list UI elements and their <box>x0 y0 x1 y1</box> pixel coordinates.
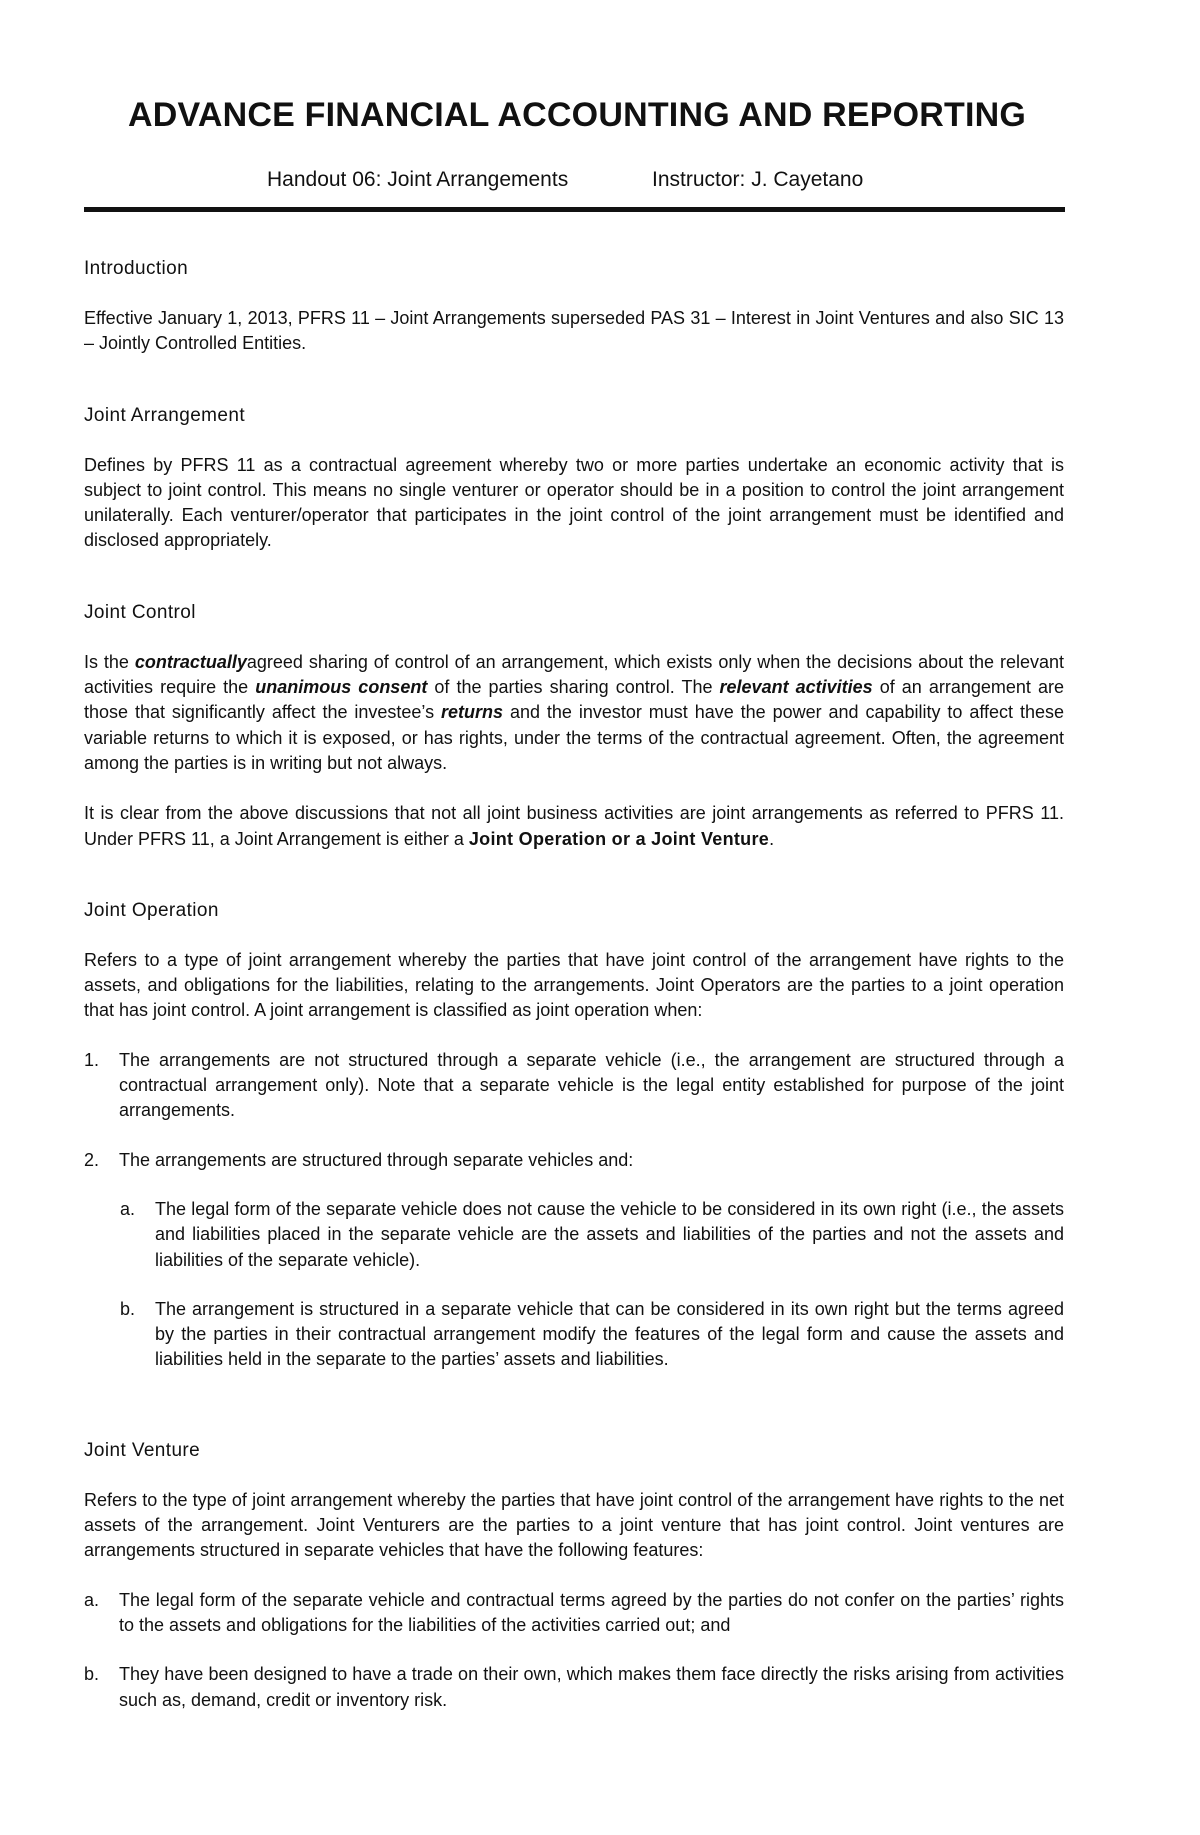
section-joint-control <box>84 600 1064 852</box>
emphasis: Joint Operation or a Joint Venture <box>468 828 770 849</box>
list-marker: a. <box>120 1198 136 1219</box>
text-run: agreed sharing of control of an arrangement, which exists only when the decisions about the relevant activities require the <box>84 651 1064 698</box>
list-item <box>84 1297 1064 1373</box>
text-run: Is the <box>84 651 135 672</box>
document-title: ADVANCE FINANCIAL ACCOUNTING AND REPORTING <box>128 96 1027 134</box>
list-marker: b. <box>84 1664 100 1685</box>
paragraph <box>84 650 1064 776</box>
emphasis: relevant activities <box>719 677 873 698</box>
section-heading: Introduction <box>84 258 189 279</box>
paragraph: Defines by PFRS 11 as a contractual agreement whereby two or more parties undertake an economic activity that is subject to joint control. This means no single venturer or operator should be in a position to control the joint arrangement unilaterally. Each venturer/operator that participates in the joint control of the joint arrangement must be identified and disclosed appropriately. <box>84 454 1064 551</box>
list-marker: 1. <box>84 1049 100 1070</box>
section-joint-arrangement <box>84 403 1064 554</box>
header-divider <box>84 207 1065 212</box>
text-run: of an arrangement are those that significantly affect the investee’s <box>84 677 1064 723</box>
list-item-text: The legal form of the separate vehicle and contractual terms agreed by the parties do not confer on the parties’ rights to the assets and obligations for the liabilities of the activities carried out; and <box>119 1589 1064 1635</box>
paragraph: Refers to the type of joint arrangement whereby the parties that have joint control of the arrangement have rights to the net assets of the arrangement. Joint Venturers are the parties to a joint venture that has joint control. Joint ventures are arrangements structured in separate vehicles that have the following features: <box>84 1489 1064 1561</box>
section-heading: Joint Operation <box>84 899 219 921</box>
list-item <box>84 1048 1064 1124</box>
list-item-text: The arrangements are not structured through a separate vehicle (i.e., the arrangement are structured through a contractual arrangement only). Note that a separate vehicle is the legal entity established for purpose of the joint arrangements. <box>119 1049 1064 1121</box>
list-marker: b. <box>120 1298 136 1319</box>
list-marker: a. <box>84 1589 100 1610</box>
document-body <box>84 256 1064 1759</box>
instructor-label: Instructor: J. Cayetano <box>652 168 864 191</box>
section-heading: Joint Control <box>84 601 196 623</box>
emphasis: returns <box>441 702 504 723</box>
list-item-text: The arrangement is structured in a separate vehicle that can be considered in its own right but the terms agreed by the parties in their contractual arrangement modify the features of the legal form and cause the assets and liabilities held in the separate to the parties’ assets and liabilities. <box>155 1298 1064 1370</box>
paragraph: Refers to a type of joint arrangement whereby the parties that have joint control of the arrangement have rights to the assets, and obligations for the liabilities, relating to the arrangements. Joint Operators are the parties to a joint operation that has joint control. A joint arrangement is classified as joint operation when: <box>84 949 1064 1021</box>
text-run: of the parties sharing control. The <box>427 677 720 698</box>
list-item <box>84 1588 1064 1639</box>
list-marker: 2. <box>84 1149 100 1170</box>
paragraph <box>84 801 1064 852</box>
lettered-list <box>84 1588 1064 1713</box>
section-heading: Joint Venture <box>84 1439 201 1461</box>
list-item-text: The arrangements are structured through separate vehicles and: <box>119 1149 634 1170</box>
emphasis: contractually <box>134 651 247 672</box>
list-item-text: They have been designed to have a trade on their own, which makes them face directly the risks arising from activities such as, demand, credit or inventory risk. <box>119 1664 1064 1710</box>
sub-list <box>84 1197 1064 1373</box>
section-introduction <box>84 256 1064 357</box>
numbered-list <box>84 1048 1064 1173</box>
emphasis: unanimous consent <box>255 677 428 698</box>
section-joint-venture <box>84 1438 1064 1713</box>
list-item <box>84 1148 1064 1173</box>
text-run: It is clear from the above discussions that not all joint business activities are joint arrangements as referred to PFRS 11. Under PFRS 11, a Joint Arrangement is either a <box>84 803 1064 849</box>
text-run: . <box>769 828 775 849</box>
text-run: and the investor must have the power and capability to affect these variable returns to which it is exposed, or has rights, under the terms of the contractual agreement. Often, the agreement among the parties is in writing but not always. <box>84 702 1065 773</box>
section-heading: Joint Arrangement <box>84 404 245 426</box>
list-item <box>84 1197 1064 1273</box>
handout-label: Handout 06: Joint Arrangements <box>267 168 569 191</box>
list-item <box>84 1662 1064 1713</box>
section-joint-operation <box>84 898 1064 1373</box>
paragraph: Effective January 1, 2013, PFRS 11 – Joint Arrangements superseded PAS 31 – Interest in Joint Ventures and also SIC 13 – Jointly Controlled Entities. <box>84 308 1064 354</box>
list-item-text: The legal form of the separate vehicle does not cause the vehicle to be considered in its own right (i.e., the assets and liabilities placed in the separate vehicle are the assets and liabilities of the parties and not the assets and liabilities of the separate vehicle). <box>155 1198 1064 1270</box>
